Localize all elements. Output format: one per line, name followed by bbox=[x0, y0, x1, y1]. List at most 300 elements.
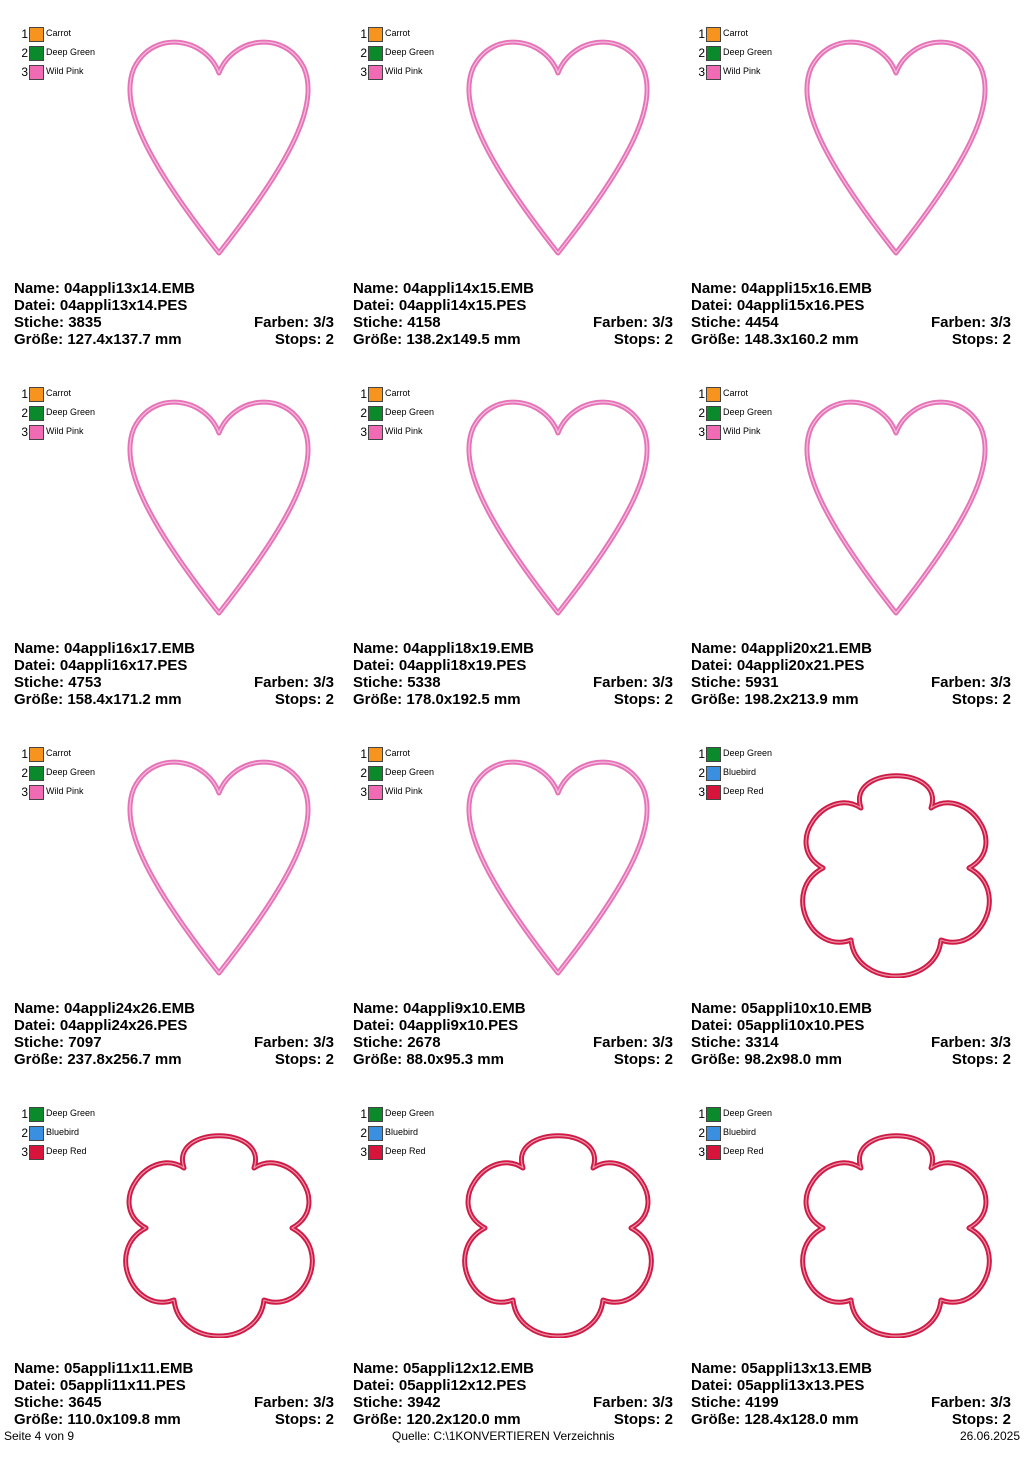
thread-name: Deep Green bbox=[723, 407, 773, 417]
design-card bbox=[14, 1098, 344, 1458]
heart-icon bbox=[114, 28, 324, 258]
field-value: 3314 bbox=[745, 1034, 779, 1051]
field-value: 04appli18x19.EMB bbox=[403, 640, 534, 657]
design-card bbox=[691, 378, 1021, 738]
field-value: 2 bbox=[1002, 1411, 1011, 1428]
thread-name: Deep Red bbox=[385, 1146, 426, 1156]
thread-number: 2 bbox=[21, 1126, 28, 1140]
right-field bbox=[952, 1051, 1011, 1068]
design-file bbox=[353, 1017, 673, 1034]
design-card bbox=[353, 18, 683, 378]
field-value: 04appli20x21.PES bbox=[736, 657, 865, 674]
field-value: 4158 bbox=[407, 314, 441, 331]
stitch-count bbox=[691, 1394, 1011, 1411]
right-field bbox=[614, 1051, 673, 1068]
design-file bbox=[353, 657, 673, 674]
design-info bbox=[691, 1360, 1011, 1428]
field-value: 127.4x137.7 mm bbox=[67, 331, 182, 348]
color-swatch bbox=[706, 406, 721, 421]
field-label: Stiche: bbox=[353, 1394, 404, 1411]
field-label: Name: bbox=[691, 1000, 737, 1017]
field-value: 2 bbox=[325, 1411, 334, 1428]
thread-number: 1 bbox=[360, 747, 367, 761]
field-value: 04appli9x10.PES bbox=[398, 1017, 519, 1034]
color-swatch bbox=[368, 747, 383, 762]
field-value: 98.2x98.0 mm bbox=[744, 1051, 842, 1068]
field-label: Stiche: bbox=[691, 1034, 742, 1051]
page-number: Seite 4 von 9 bbox=[4, 1429, 75, 1443]
color-swatch bbox=[368, 785, 383, 800]
field-label: Stops: bbox=[613, 1051, 661, 1068]
thread-name: Deep Green bbox=[385, 1108, 435, 1118]
field-value: 5338 bbox=[407, 674, 441, 691]
color-swatch bbox=[29, 747, 44, 762]
field-label: Größe: bbox=[691, 691, 741, 708]
field-value: 04appli16x17.EMB bbox=[64, 640, 195, 657]
field-label: Stiche: bbox=[14, 1034, 65, 1051]
field-label: Farben: bbox=[253, 674, 309, 691]
design-info bbox=[353, 280, 673, 348]
color-swatch bbox=[706, 65, 721, 80]
field-value: 2 bbox=[1002, 691, 1011, 708]
field-label: Farben: bbox=[592, 1394, 648, 1411]
thread-number: 3 bbox=[698, 1145, 705, 1159]
thread-name: Deep Green bbox=[723, 47, 773, 57]
field-value: 110.0x109.8 mm bbox=[67, 1411, 181, 1428]
right-field bbox=[593, 674, 673, 691]
field-label: Stops: bbox=[274, 1051, 322, 1068]
field-value: 3/3 bbox=[313, 1394, 334, 1411]
design-size bbox=[14, 1051, 334, 1068]
design-file bbox=[14, 657, 334, 674]
design-info bbox=[691, 640, 1011, 708]
thread-number: 3 bbox=[698, 65, 705, 79]
design-card bbox=[353, 738, 683, 1098]
field-label: Stiche: bbox=[353, 1034, 404, 1051]
design-name bbox=[691, 640, 1011, 657]
field-value: 04appli18x19.PES bbox=[398, 657, 527, 674]
stitch-count bbox=[353, 1034, 673, 1051]
right-field bbox=[254, 674, 334, 691]
field-label: Farben: bbox=[930, 314, 986, 331]
design-file bbox=[691, 657, 1011, 674]
field-label: Stiche: bbox=[14, 1394, 65, 1411]
field-label: Größe: bbox=[353, 1051, 403, 1068]
stitch-count bbox=[353, 1394, 673, 1411]
color-swatch bbox=[368, 1145, 383, 1160]
thread-name: Deep Green bbox=[46, 407, 96, 417]
design-file bbox=[14, 297, 334, 314]
thread-number: 3 bbox=[698, 785, 705, 799]
thread-number: 3 bbox=[360, 65, 367, 79]
design-name bbox=[14, 1360, 334, 1377]
field-value: 3/3 bbox=[652, 1394, 673, 1411]
thread-name: Wild Pink bbox=[385, 66, 423, 76]
design-card bbox=[353, 378, 683, 738]
thread-name: Carrot bbox=[46, 388, 72, 398]
field-label: Stops: bbox=[613, 1411, 661, 1428]
design-info bbox=[353, 1000, 673, 1068]
field-value: 04appli24x26.EMB bbox=[64, 1000, 195, 1017]
design-size bbox=[691, 1051, 1011, 1068]
thread-name: Carrot bbox=[385, 28, 411, 38]
field-label: Name: bbox=[14, 640, 60, 657]
color-swatch bbox=[29, 1107, 44, 1122]
design-file bbox=[691, 1017, 1011, 1034]
field-label: Stops: bbox=[951, 1051, 999, 1068]
thread-number: 3 bbox=[21, 425, 28, 439]
thread-name: Carrot bbox=[385, 748, 411, 758]
field-value: 237.8x256.7 mm bbox=[67, 1051, 182, 1068]
color-swatch bbox=[368, 766, 383, 781]
heart-icon bbox=[453, 28, 663, 258]
right-field bbox=[931, 674, 1011, 691]
field-label: Datei: bbox=[353, 297, 395, 314]
field-value: 3/3 bbox=[990, 1034, 1011, 1051]
stitch-count bbox=[691, 674, 1011, 691]
thread-name: Deep Green bbox=[723, 748, 773, 758]
field-value: 4454 bbox=[745, 314, 779, 331]
design-card bbox=[353, 1098, 683, 1458]
design-info bbox=[353, 1360, 673, 1428]
thread-name: Deep Green bbox=[46, 1108, 96, 1118]
flower-icon bbox=[791, 748, 1001, 978]
field-label: Größe: bbox=[14, 1411, 64, 1428]
field-label: Datei: bbox=[691, 1017, 733, 1034]
field-label: Datei: bbox=[14, 657, 56, 674]
right-field bbox=[614, 1411, 673, 1428]
stitch-count bbox=[14, 1034, 334, 1051]
field-label: Stops: bbox=[613, 331, 661, 348]
thread-name: Wild Pink bbox=[46, 66, 84, 76]
thread-number: 2 bbox=[698, 766, 705, 780]
thread-name: Bluebird bbox=[385, 1127, 419, 1137]
right-field bbox=[593, 1394, 673, 1411]
field-label: Stiche: bbox=[353, 314, 404, 331]
field-value: 2 bbox=[325, 331, 334, 348]
field-label: Farben: bbox=[253, 314, 309, 331]
thread-name: Deep Green bbox=[385, 407, 435, 417]
thread-number: 3 bbox=[360, 785, 367, 799]
flower-icon bbox=[791, 1108, 1001, 1338]
field-value: 05appli10x10.EMB bbox=[741, 1000, 872, 1017]
field-label: Name: bbox=[14, 1000, 60, 1017]
thread-name: Wild Pink bbox=[385, 786, 423, 796]
field-label: Größe: bbox=[353, 331, 403, 348]
color-swatch bbox=[29, 27, 44, 42]
thread-number: 2 bbox=[21, 46, 28, 60]
thread-number: 1 bbox=[698, 747, 705, 761]
field-label: Stops: bbox=[274, 691, 322, 708]
thread-number: 1 bbox=[360, 1107, 367, 1121]
color-swatch bbox=[29, 785, 44, 800]
design-info bbox=[14, 1360, 334, 1428]
field-label: Datei: bbox=[14, 297, 56, 314]
color-swatch bbox=[706, 1145, 721, 1160]
field-value: 3645 bbox=[68, 1394, 102, 1411]
field-value: 198.2x213.9 mm bbox=[744, 691, 859, 708]
field-value: 2678 bbox=[407, 1034, 441, 1051]
thread-number: 1 bbox=[21, 747, 28, 761]
design-info bbox=[691, 1000, 1011, 1068]
source-path: Quelle: C:\1KONVERTIEREN Verzeichnis bbox=[392, 1429, 615, 1443]
design-name bbox=[353, 640, 673, 657]
field-label: Datei: bbox=[691, 657, 733, 674]
color-swatch bbox=[706, 1126, 721, 1141]
field-label: Datei: bbox=[14, 1017, 56, 1034]
heart-icon bbox=[453, 748, 663, 978]
right-field bbox=[931, 314, 1011, 331]
thread-number: 2 bbox=[360, 46, 367, 60]
field-value: 05appli12x12.EMB bbox=[403, 1360, 534, 1377]
field-label: Name: bbox=[353, 640, 399, 657]
design-name bbox=[14, 280, 334, 297]
thread-number: 2 bbox=[21, 406, 28, 420]
field-value: 05appli12x12.PES bbox=[398, 1377, 527, 1394]
design-size bbox=[353, 1051, 673, 1068]
field-label: Name: bbox=[691, 280, 737, 297]
right-field bbox=[593, 314, 673, 331]
field-value: 3942 bbox=[407, 1394, 441, 1411]
stitch-count bbox=[14, 674, 334, 691]
design-info bbox=[14, 640, 334, 708]
color-swatch bbox=[368, 406, 383, 421]
color-swatch bbox=[368, 1126, 383, 1141]
thread-name: Carrot bbox=[385, 388, 411, 398]
field-label: Name: bbox=[691, 640, 737, 657]
field-label: Farben: bbox=[930, 674, 986, 691]
design-name bbox=[691, 1360, 1011, 1377]
thread-number: 2 bbox=[21, 766, 28, 780]
thread-name: Wild Pink bbox=[46, 786, 84, 796]
field-label: Name: bbox=[691, 1360, 737, 1377]
color-swatch bbox=[706, 766, 721, 781]
thread-name: Deep Red bbox=[46, 1146, 87, 1156]
color-swatch bbox=[706, 27, 721, 42]
design-file bbox=[14, 1017, 334, 1034]
right-field bbox=[952, 331, 1011, 348]
thread-number: 2 bbox=[698, 406, 705, 420]
design-card bbox=[14, 378, 344, 738]
color-swatch bbox=[368, 387, 383, 402]
field-value: 3/3 bbox=[652, 314, 673, 331]
field-value: 7097 bbox=[68, 1034, 102, 1051]
design-name bbox=[691, 280, 1011, 297]
heart-icon bbox=[114, 748, 324, 978]
right-field bbox=[952, 1411, 1011, 1428]
thread-name: Deep Red bbox=[723, 786, 764, 796]
design-size bbox=[691, 331, 1011, 348]
field-value: 05appli13x13.EMB bbox=[741, 1360, 872, 1377]
thread-name: Wild Pink bbox=[723, 66, 761, 76]
field-value: 178.0x192.5 mm bbox=[406, 691, 521, 708]
design-name bbox=[14, 1000, 334, 1017]
field-value: 05appli11x11.PES bbox=[59, 1377, 186, 1394]
right-field bbox=[275, 1411, 334, 1428]
field-value: 3/3 bbox=[313, 1034, 334, 1051]
field-value: 3/3 bbox=[990, 1394, 1011, 1411]
thread-name: Carrot bbox=[46, 28, 72, 38]
thread-number: 1 bbox=[21, 27, 28, 41]
field-label: Stops: bbox=[951, 691, 999, 708]
field-label: Stiche: bbox=[691, 314, 742, 331]
field-label: Stiche: bbox=[14, 314, 65, 331]
design-size bbox=[14, 331, 334, 348]
field-value: 3/3 bbox=[313, 674, 334, 691]
field-label: Stops: bbox=[613, 691, 661, 708]
field-value: 05appli13x13.PES bbox=[736, 1377, 865, 1394]
print-date: 26.06.2025 bbox=[959, 1429, 1020, 1443]
color-swatch bbox=[706, 1107, 721, 1122]
field-label: Größe: bbox=[353, 691, 403, 708]
field-label: Datei: bbox=[353, 657, 395, 674]
design-file bbox=[353, 1377, 673, 1394]
right-field bbox=[254, 314, 334, 331]
thread-name: Carrot bbox=[46, 748, 72, 758]
field-label: Farben: bbox=[930, 1394, 986, 1411]
field-value: 2 bbox=[1002, 331, 1011, 348]
heart-icon bbox=[791, 388, 1001, 618]
thread-number: 3 bbox=[21, 785, 28, 799]
field-label: Größe: bbox=[14, 691, 64, 708]
heart-icon bbox=[114, 388, 324, 618]
field-value: 04appli24x26.PES bbox=[59, 1017, 188, 1034]
flower-icon bbox=[114, 1108, 324, 1338]
color-swatch bbox=[706, 747, 721, 762]
thread-name: Bluebird bbox=[723, 767, 757, 777]
stitch-count bbox=[353, 314, 673, 331]
thread-name: Wild Pink bbox=[385, 426, 423, 436]
field-label: Datei: bbox=[353, 1377, 395, 1394]
stitch-count bbox=[353, 674, 673, 691]
thread-number: 1 bbox=[698, 387, 705, 401]
field-label: Name: bbox=[14, 1360, 60, 1377]
field-value: 138.2x149.5 mm bbox=[406, 331, 521, 348]
flower-icon bbox=[453, 1108, 663, 1338]
design-size bbox=[691, 1411, 1011, 1428]
field-value: 158.4x171.2 mm bbox=[67, 691, 182, 708]
right-field bbox=[593, 1034, 673, 1051]
design-size bbox=[353, 691, 673, 708]
color-swatch bbox=[29, 387, 44, 402]
design-file bbox=[353, 297, 673, 314]
field-value: 88.0x95.3 mm bbox=[406, 1051, 504, 1068]
field-value: 04appli14x15.EMB bbox=[403, 280, 534, 297]
color-swatch bbox=[368, 27, 383, 42]
field-label: Datei: bbox=[691, 297, 733, 314]
field-value: 3/3 bbox=[652, 1034, 673, 1051]
design-card bbox=[14, 18, 344, 378]
thread-number: 1 bbox=[21, 387, 28, 401]
field-label: Stiche: bbox=[691, 674, 742, 691]
right-field bbox=[254, 1034, 334, 1051]
field-value: 120.2x120.0 mm bbox=[406, 1411, 521, 1428]
color-swatch bbox=[29, 46, 44, 61]
field-value: 05appli11x11.EMB bbox=[64, 1360, 194, 1377]
design-size bbox=[353, 1411, 673, 1428]
field-value: 04appli13x14.PES bbox=[59, 297, 188, 314]
design-name bbox=[14, 640, 334, 657]
field-label: Größe: bbox=[14, 1051, 64, 1068]
design-info bbox=[14, 280, 334, 348]
design-card bbox=[691, 1098, 1021, 1458]
field-value: 2 bbox=[664, 331, 673, 348]
field-label: Datei: bbox=[691, 1377, 733, 1394]
thread-number: 1 bbox=[360, 387, 367, 401]
right-field bbox=[614, 331, 673, 348]
design-name bbox=[353, 1000, 673, 1017]
color-swatch bbox=[29, 406, 44, 421]
field-label: Stops: bbox=[274, 1411, 322, 1428]
field-value: 2 bbox=[664, 1411, 673, 1428]
field-value: 04appli14x15.PES bbox=[398, 297, 527, 314]
field-label: Stops: bbox=[951, 1411, 999, 1428]
stitch-count bbox=[691, 314, 1011, 331]
color-swatch bbox=[29, 1145, 44, 1160]
color-swatch bbox=[29, 766, 44, 781]
design-name bbox=[353, 1360, 673, 1377]
field-value: 128.4x128.0 mm bbox=[744, 1411, 859, 1428]
thread-name: Deep Green bbox=[46, 767, 96, 777]
field-label: Größe: bbox=[14, 331, 64, 348]
field-value: 2 bbox=[664, 691, 673, 708]
color-swatch bbox=[29, 425, 44, 440]
field-value: 05appli10x10.PES bbox=[736, 1017, 865, 1034]
field-label: Farben: bbox=[253, 1034, 309, 1051]
field-label: Name: bbox=[353, 1360, 399, 1377]
design-info bbox=[691, 280, 1011, 348]
color-swatch bbox=[706, 785, 721, 800]
field-label: Stiche: bbox=[691, 1394, 742, 1411]
field-value: 4753 bbox=[68, 674, 102, 691]
design-info bbox=[14, 1000, 334, 1068]
field-value: 2 bbox=[664, 1051, 673, 1068]
thread-name: Wild Pink bbox=[723, 426, 761, 436]
color-swatch bbox=[706, 387, 721, 402]
stitch-count bbox=[14, 314, 334, 331]
field-label: Größe: bbox=[691, 1051, 741, 1068]
color-swatch bbox=[29, 1126, 44, 1141]
thread-name: Bluebird bbox=[723, 1127, 757, 1137]
field-label: Farben: bbox=[930, 1034, 986, 1051]
field-label: Stiche: bbox=[353, 674, 404, 691]
right-field bbox=[275, 331, 334, 348]
design-card bbox=[691, 18, 1021, 378]
thread-name: Wild Pink bbox=[46, 426, 84, 436]
thread-number: 2 bbox=[360, 766, 367, 780]
thread-number: 1 bbox=[360, 27, 367, 41]
thread-number: 1 bbox=[698, 27, 705, 41]
design-file bbox=[691, 1377, 1011, 1394]
thread-number: 3 bbox=[360, 1145, 367, 1159]
thread-number: 2 bbox=[698, 46, 705, 60]
thread-number: 3 bbox=[21, 1145, 28, 1159]
field-value: 04appli9x10.EMB bbox=[403, 1000, 526, 1017]
field-value: 04appli20x21.EMB bbox=[741, 640, 872, 657]
field-value: 3/3 bbox=[990, 314, 1011, 331]
field-label: Stops: bbox=[274, 331, 322, 348]
thread-name: Deep Green bbox=[385, 47, 435, 57]
color-swatch bbox=[706, 46, 721, 61]
field-value: 148.3x160.2 mm bbox=[744, 331, 859, 348]
design-size bbox=[14, 691, 334, 708]
design-file bbox=[14, 1377, 334, 1394]
stitch-count bbox=[14, 1394, 334, 1411]
thread-name: Deep Red bbox=[723, 1146, 764, 1156]
thread-number: 1 bbox=[698, 1107, 705, 1121]
heart-icon bbox=[453, 388, 663, 618]
design-info bbox=[353, 640, 673, 708]
